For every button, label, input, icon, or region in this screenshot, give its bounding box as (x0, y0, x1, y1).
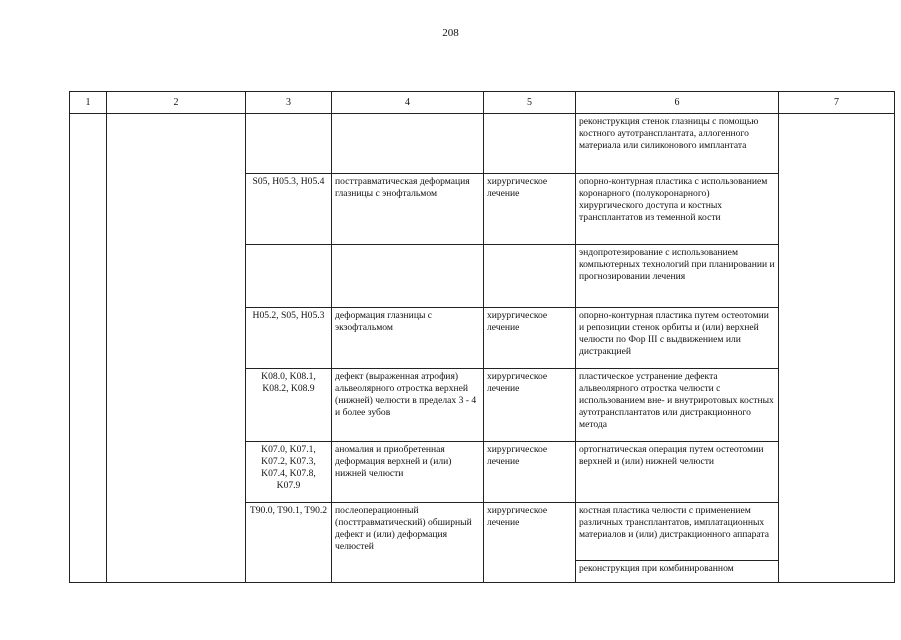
diagnosis-cell: аномалия и приобретенная деформация верхней и (или) нижней челюсти (332, 442, 484, 503)
table-row (70, 114, 895, 174)
column-1-cell (70, 114, 107, 583)
column-header: 7 (779, 92, 895, 114)
treatment-cell (484, 114, 576, 174)
method-cell: опорно-контурная пластика путем остеотомии и репозиции стенок орбиты и (или) верхней челюсти по Фор III с выдвижением или дистракцией (576, 308, 779, 369)
treatment-cell: хирургическое лечение (484, 369, 576, 442)
method-cell: реконструкция при комбинированном (576, 561, 779, 583)
codes-cell (246, 245, 332, 308)
column-7-cell (779, 114, 895, 583)
treatment-cell: хирургическое лечение (484, 308, 576, 369)
column-header: 4 (332, 92, 484, 114)
treatment-cell: хирургическое лечение (484, 442, 576, 503)
diagnosis-cell: деформация глазницы с экзофтальмом (332, 308, 484, 369)
treatment-cell: хирургическое лечение (484, 174, 576, 245)
diagnosis-cell: послеоперационный (посттравматический) обширный дефект и (или) деформация челюстей (332, 503, 484, 583)
diagnosis-cell (332, 245, 484, 308)
codes-cell: K08.0, K08.1, K08.2, K08.9 (246, 369, 332, 442)
method-cell: пластическое устранение дефекта альвеолярного отростка челюсти с использованием вне- и внутриротовых костных аутотрансплантатов или дистракционного метода (576, 369, 779, 442)
method-cell: ортогнатическая операция путем остеотомии верхней и (или) нижней челюсти (576, 442, 779, 503)
codes-cell: H05.2, S05, H05.3 (246, 308, 332, 369)
column-header: 1 (70, 92, 107, 114)
method-cell: реконструкция стенок глазницы с помощью костного аутотрансплантата, аллогенного материала или силиконового имплантата (576, 114, 779, 174)
diagnosis-cell: дефект (выраженная атрофия) альвеолярного отростка верхней (нижней) челюсти в пределах 3 - 4 и более зубов (332, 369, 484, 442)
column-header: 5 (484, 92, 576, 114)
treatment-cell: хирургическое лечение (484, 503, 576, 583)
treatment-table (69, 91, 895, 583)
diagnosis-cell: посттравматическая деформация глазницы с энофтальмом (332, 174, 484, 245)
codes-cell: K07.0, K07.1, K07.2, K07.3, K07.4, K07.8, K07.9 (246, 442, 332, 503)
column-header: 2 (107, 92, 246, 114)
diagnosis-cell (332, 114, 484, 174)
column-header: 6 (576, 92, 779, 114)
codes-cell (246, 114, 332, 174)
codes-cell: T90.0, T90.1, T90.2 (246, 503, 332, 583)
treatment-cell (484, 245, 576, 308)
page-number: 208 (442, 27, 459, 39)
method-cell: костная пластика челюсти с применением различных трансплантатов, имплатационных материалов и (или) дистракционного аппарата (576, 503, 779, 561)
table-header-row (70, 92, 895, 114)
codes-cell: S05, H05.3, H05.4 (246, 174, 332, 245)
method-cell: опорно-контурная пластика с использованием коронарного (полукоронарного) хирургического доступа и костных трансплантатов из теменной кости (576, 174, 779, 245)
method-cell: эндопротезирование с использованием компьютерных технологий при планировании и прогнозировании лечения (576, 245, 779, 308)
column-header: 3 (246, 92, 332, 114)
column-2-cell (107, 114, 246, 583)
